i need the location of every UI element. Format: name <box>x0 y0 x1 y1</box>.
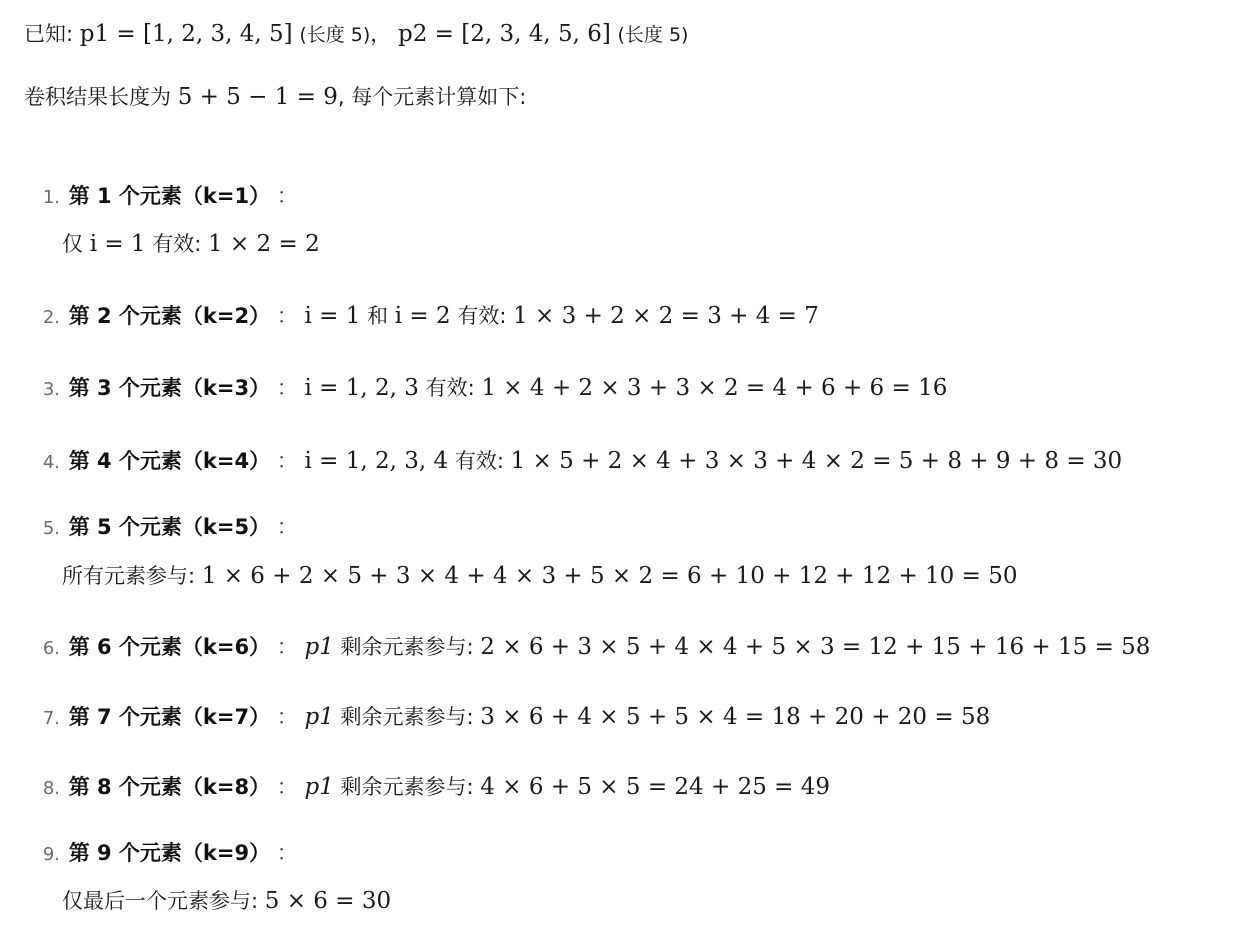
list-item-6 <box>24 632 1150 664</box>
list-item-5-detail <box>62 561 1017 591</box>
formula: 5 × 6 = 30 <box>264 888 392 914</box>
formula: 1 × 4 + 2 × 3 + 3 × 2 = 4 + 6 + 6 = 16 <box>481 375 948 401</box>
item-separator: ： <box>276 449 298 473</box>
list-number: 4. <box>42 452 60 473</box>
list-number: 8. <box>42 778 60 799</box>
formula: 2 × 6 + 3 × 5 + 4 × 4 + 5 × 3 = 12 + 15 + 16 + 15 = 58 <box>480 634 1151 660</box>
detail-formula: 1 × 2 = 2 <box>208 231 320 257</box>
list-number: 9. <box>42 844 60 865</box>
formula: 3 × 6 + 4 × 5 + 5 × 4 = 18 + 20 + 20 = 58 <box>480 704 991 730</box>
list-number: 7. <box>42 708 60 729</box>
p1-symbol: p1 <box>304 774 334 800</box>
formula: 1 × 6 + 2 × 5 + 3 × 4 + 4 × 3 + 5 × 2 = 6 + 10 + 12 + 12 + 10 = 50 <box>201 563 1018 589</box>
separator-comma: ， <box>370 22 392 46</box>
list-item-5 <box>24 512 298 544</box>
detail-condition: i = 1 <box>89 231 146 257</box>
condition-math: i = 1, 2, 3 <box>304 375 419 401</box>
list-item-9 <box>24 838 298 870</box>
list-number: 2. <box>42 307 60 328</box>
item-heading: 第 9 个元素（k=9） <box>68 841 271 865</box>
item-separator: ： <box>276 515 298 539</box>
detail-text: 所有元素参与: <box>62 564 196 588</box>
p1-length-note: (长度 5) <box>299 24 371 46</box>
item-separator: ： <box>276 775 298 799</box>
detail-text: 仅 <box>62 232 83 256</box>
result-length-equation: 5 + 5 − 1 = 9 <box>177 84 338 110</box>
list-item-1 <box>24 181 298 213</box>
item-heading: 第 3 个元素（k=3） <box>68 376 271 400</box>
condition-math-2: i = 2 <box>394 303 451 329</box>
item-heading: 第 2 个元素（k=2） <box>68 304 271 328</box>
p1-equation: p1 = [1, 2, 3, 4, 5] <box>79 21 293 47</box>
item-separator: ： <box>276 304 298 328</box>
description: 剩余元素参与: <box>340 635 474 659</box>
item-heading: 第 8 个元素（k=8） <box>68 775 271 799</box>
list-number: 5. <box>42 518 60 539</box>
condition-math: i = 1, 2, 3, 4 <box>304 448 449 474</box>
result-length-tail: , 每个元素计算如下: <box>337 85 527 109</box>
p1-symbol: p1 <box>304 704 334 730</box>
condition-connector: 和 <box>367 304 389 328</box>
item-separator: ： <box>276 635 298 659</box>
result-length-label: 卷积结果长度为 <box>24 85 171 109</box>
given-label: 已知: <box>24 22 74 46</box>
item-heading: 第 4 个元素（k=4） <box>68 449 271 473</box>
item-heading: 第 6 个元素（k=6） <box>68 635 271 659</box>
detail-text: 仅最后一个元素参与: <box>62 889 259 913</box>
valid-text: 有效: <box>425 376 475 400</box>
description: 剩余元素参与: <box>340 775 474 799</box>
item-separator: ： <box>276 376 298 400</box>
item-separator: ： <box>276 841 298 865</box>
valid-text: 有效: <box>454 449 504 473</box>
list-item-4 <box>24 446 1122 478</box>
item-heading: 第 5 个元素（k=5） <box>68 515 271 539</box>
valid-text: 有效: <box>457 304 507 328</box>
p1-symbol: p1 <box>304 634 334 660</box>
p2-equation: p2 = [2, 3, 4, 5, 6] <box>397 21 611 47</box>
list-item-7 <box>24 702 990 734</box>
item-separator: ： <box>276 705 298 729</box>
list-item-1-detail <box>62 229 320 259</box>
list-item-3 <box>24 373 947 405</box>
given-line <box>24 19 688 50</box>
condition-math: i = 1 <box>304 303 361 329</box>
list-number: 3. <box>42 379 60 400</box>
result-length-line <box>24 82 526 112</box>
formula: 1 × 5 + 2 × 4 + 3 × 3 + 4 × 2 = 5 + 8 + 9 + 8 = 30 <box>510 448 1123 474</box>
item-heading: 第 7 个元素（k=7） <box>68 705 271 729</box>
list-item-8 <box>24 772 830 804</box>
item-separator: ： <box>276 184 298 208</box>
list-number: 1. <box>42 187 60 208</box>
p2-length-note: (长度 5) <box>617 24 689 46</box>
detail-valid-text: 有效: <box>152 232 202 256</box>
list-item-9-detail <box>62 886 391 916</box>
item-heading: 第 1 个元素（k=1） <box>68 184 271 208</box>
list-number: 6. <box>42 638 60 659</box>
formula: 4 × 6 + 5 × 5 = 24 + 25 = 49 <box>480 774 830 800</box>
description: 剩余元素参与: <box>340 705 474 729</box>
formula: 1 × 3 + 2 × 2 = 3 + 4 = 7 <box>513 303 819 329</box>
list-item-2 <box>24 301 819 333</box>
